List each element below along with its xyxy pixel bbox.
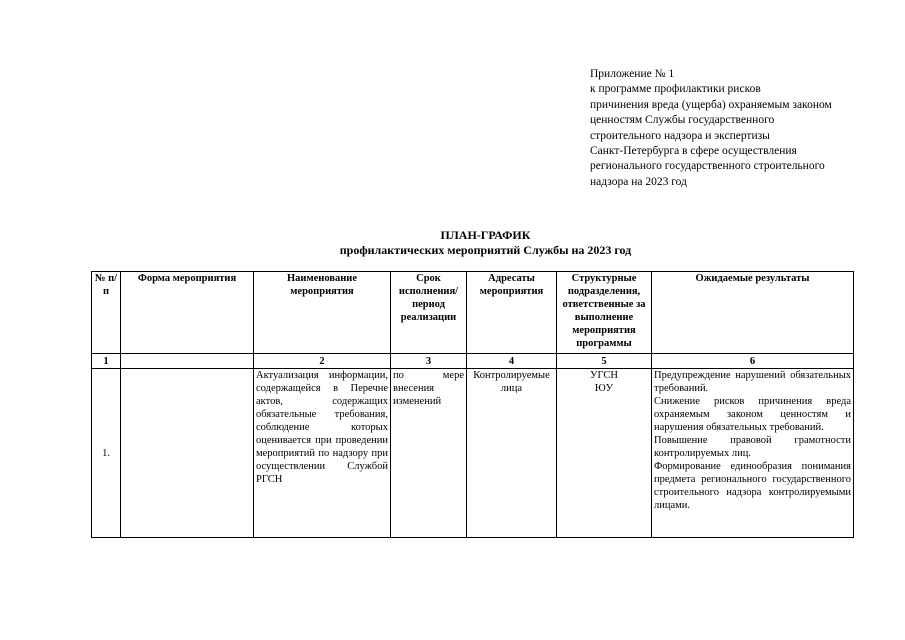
column-number-cell: 4 [467, 354, 557, 369]
column-number-cell [121, 354, 254, 369]
header-row [92, 272, 854, 354]
appendix-line: строительного надзора и экспертизы [590, 129, 770, 142]
responsible-unit: ЮУ [594, 383, 614, 394]
result-item: Формирование единообразия понимания предмета регионального государственного строительного надзора контролируемыми лицами. [654, 461, 851, 511]
column-number-cell: 2 [254, 354, 391, 369]
header-cell-responsible: Структурные подразделения, ответственные за выполнение мероприятия программы [557, 272, 652, 354]
row-term: по мере внесения изменений [391, 369, 467, 538]
header-cell-term: Срок исполнения/ период реализации [391, 272, 467, 354]
column-number-cell: 1 [92, 354, 121, 369]
row-responsible [557, 369, 652, 538]
result-item: Повышение правовой грамотности контролируемых лиц. [654, 435, 851, 459]
header-cell-addressees: Адресаты мероприятия [467, 272, 557, 354]
result-item: Предупреждение нарушений обязательных требований. [654, 370, 851, 394]
header-cell-form: Форма мероприятия [121, 272, 254, 354]
column-number-cell: 6 [652, 354, 854, 369]
column-number-cell: 3 [391, 354, 467, 369]
column-number-cell: 5 [557, 354, 652, 369]
appendix-line: надзора на 2023 год [590, 175, 687, 188]
plan-table-wrapper [91, 271, 854, 538]
document-title: ПЛАН-ГРАФИК [440, 228, 531, 242]
document-subtitle: профилактических мероприятий Службы на 2023 год [339, 243, 632, 257]
row-addressees: Контролируемые лица [467, 369, 557, 538]
responsible-unit: УГСН [590, 370, 618, 381]
plan-table [91, 271, 854, 538]
appendix-line: регионального государственного строительного [590, 160, 825, 173]
row-name: Актуализация информации, содержащейся в Перечне актов, содержащих обязательные требования, соблюдение которых оценивается при проведении мероприятий по надзору при осуществлении Службой РГСН [254, 369, 391, 538]
appendix-line: к программе профилактики рисков [590, 83, 761, 96]
row-form [121, 369, 254, 538]
appendix-line: Приложение № 1 [590, 68, 675, 80]
appendix-line: ценностям Службы государственного [590, 114, 775, 127]
appendix-line: причинения вреда (ущерба) охраняемым законом [590, 98, 832, 111]
row-number: 1. [92, 369, 121, 538]
appendix-block [590, 67, 890, 190]
appendix-line: Санкт-Петербурга в сфере осуществления [590, 145, 797, 158]
header-cell-results: Ожидаемые результаты [652, 272, 854, 354]
column-number-row [92, 354, 854, 369]
header-cell-number: № п/п [92, 272, 121, 354]
row-results [652, 369, 854, 538]
result-item: Снижение рисков причинения вреда охраняемым законом ценностям и нарушения обязательных требований. [654, 396, 851, 433]
table-row [92, 369, 854, 538]
header-cell-name: Наименование мероприятия [254, 272, 391, 354]
